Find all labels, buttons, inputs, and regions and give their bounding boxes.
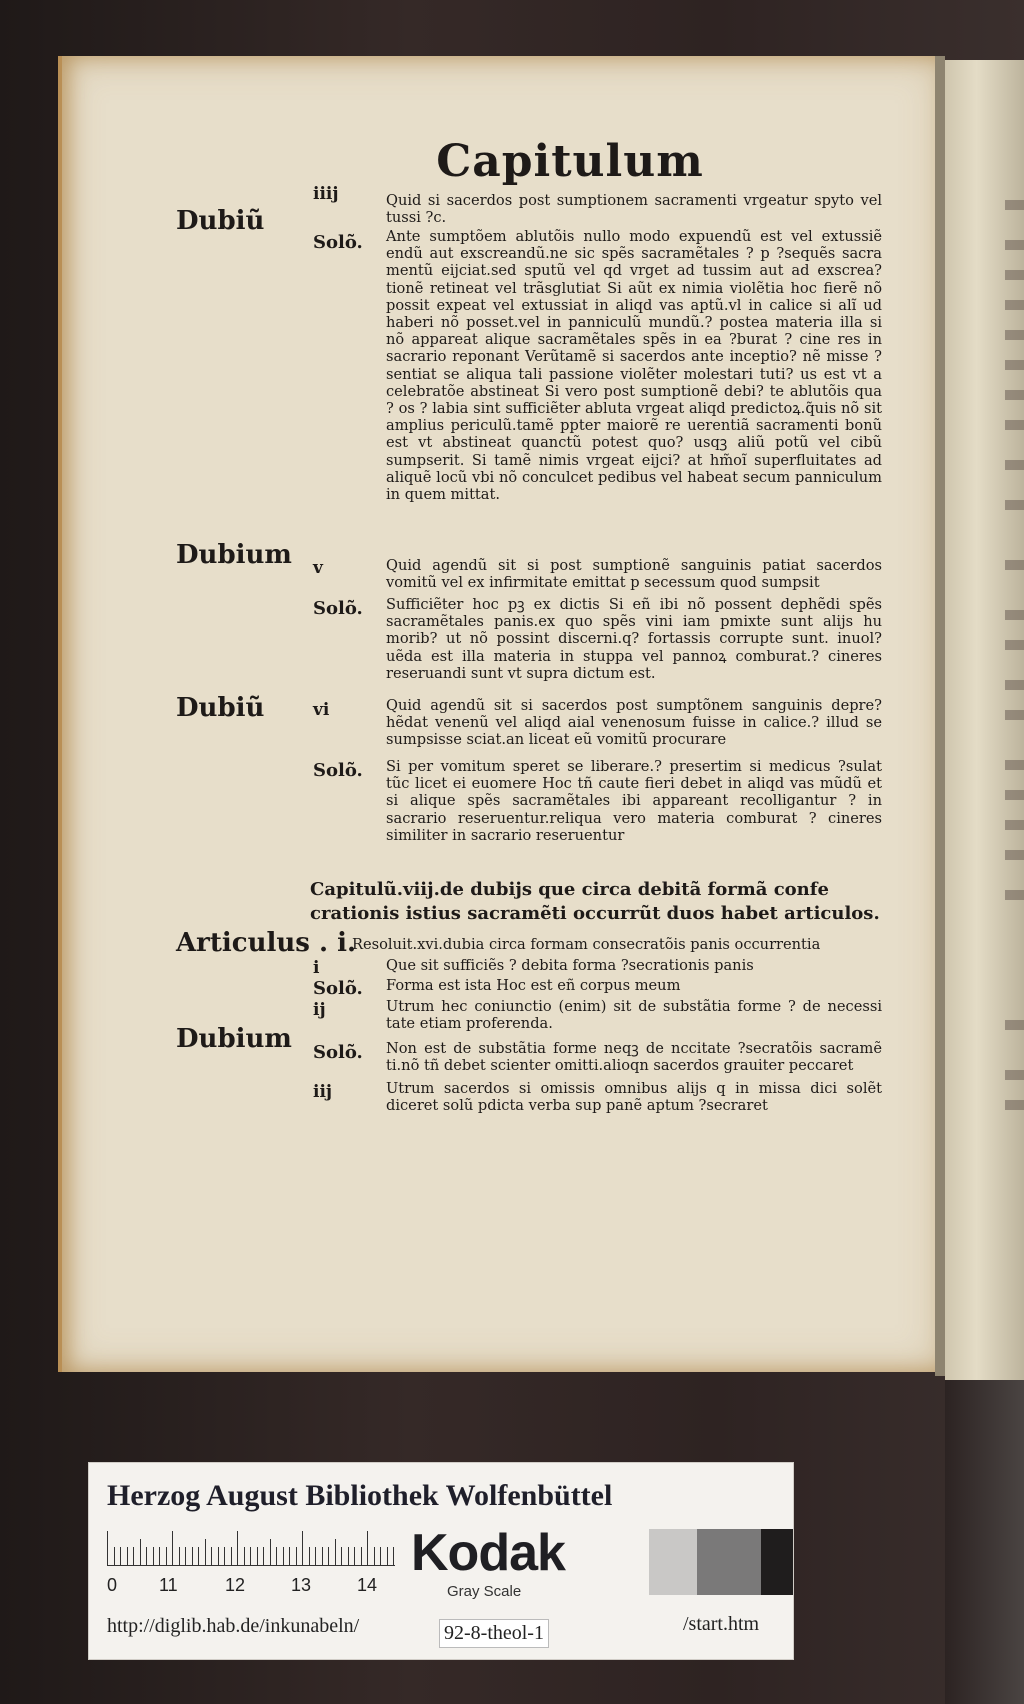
- ruler-tick: [309, 1547, 310, 1565]
- ruler-tick: [250, 1547, 251, 1565]
- ruler-tick: [127, 1547, 128, 1565]
- question-text: Utrum hec coniunctio (enim) sit de substãtia forme ? de necessi tate etiam proferenda.: [386, 998, 882, 1033]
- margin-label-dubium-3: Dubiũ: [176, 693, 265, 723]
- solution-text: Si per vomitum speret se liberare.? presertim si medicus ?sulat tũc licet ei euomere Hoc tñ caute fieri debet in aliqd vas mũdũ et si alique spẽs sacramẽtales ibi appareant recolligantur ? in sacrario reseruentur.reliqua vero materia comburat ? cineres similiter in sacrario reseruentur: [386, 758, 882, 844]
- ruler-tick: [276, 1547, 277, 1565]
- url-shelfmark: 92-8-theol-1: [439, 1619, 549, 1648]
- solutio-label: Solõ.: [313, 232, 363, 253]
- ruler-tick: [192, 1547, 193, 1565]
- ruler-number: 14: [357, 1575, 378, 1595]
- ruler-tick: [114, 1547, 115, 1565]
- ruler-tick: [387, 1547, 388, 1565]
- solution-text: Sufficiẽter hoc pꝫ ex dictis Si eñ ibi nõ possent dephẽdi spẽs sacramẽtales panis.ex quo spẽs vini iam pmixte sunt alijs hu morib? ut nõ possint discerni.q? fortassis corrupte sunt. inuol? uẽda est illa materia in stuppa vel pannoꝝ comburat.? cineres reseruandi sunt vt supra dictum est.: [386, 596, 882, 682]
- margin-label-dubium-2: Dubium: [176, 540, 292, 570]
- ruler-tick: [393, 1547, 394, 1565]
- ruler-tick: [283, 1547, 284, 1565]
- resolution-line: Resoluit.xvi.dubia circa formam consecratõis panis occurrentia: [352, 936, 821, 953]
- solutio-label: Solõ.: [313, 760, 363, 781]
- ruler-tick: [263, 1547, 264, 1565]
- question-text: Quid agendũ sit si sacerdos post sumptõnem sanguinis depre? hẽdat venenũ vel aliqd aial venenosum fuisse in calice.? illud se sumpsisse sciat.an liceat eũ vomitũ procurare: [386, 697, 882, 749]
- section-number-iiij: iiij: [313, 184, 339, 204]
- question-text: Utrum sacerdos si omissis omnibus alijs q in missa dici solẽt diceret solũ pdicta verba sup panẽ aptum ?secraret: [386, 1080, 882, 1115]
- kodak-logo: Kodak: [411, 1524, 565, 1582]
- book-edge-lower: [945, 1380, 1024, 1704]
- library-name: Herzog August Bibliothek Wolfenbüttel: [107, 1479, 613, 1512]
- ruler-tick: [374, 1547, 375, 1565]
- ruler-number: 0: [107, 1575, 118, 1595]
- question-text: Quid si sacerdos post sumptionem sacramenti vrgeatur spyto vel tussi ?c.: [386, 192, 882, 227]
- ruler-tick: [270, 1539, 271, 1565]
- section-number-v: v: [313, 558, 323, 578]
- gray-scale-label: Gray Scale: [447, 1583, 522, 1600]
- section-number-iij: iij: [313, 1082, 333, 1102]
- ruler-tick: [341, 1547, 342, 1565]
- ruler-tick: [166, 1547, 167, 1565]
- ruler-tick: [211, 1547, 212, 1565]
- solution-text: Forma est ista Hoc est eñ corpus meum: [386, 977, 681, 994]
- ruler-tick: [315, 1547, 316, 1565]
- solutio-label: Solõ.: [313, 978, 363, 999]
- ruler-tick: [348, 1547, 349, 1565]
- color-target-card: [88, 1462, 794, 1660]
- ruler-tick: [328, 1547, 329, 1565]
- ruler-tick: [296, 1547, 297, 1565]
- ruler-tick: [380, 1547, 381, 1565]
- gray-swatch-light: [649, 1529, 697, 1595]
- question-text: Quid agendũ sit si post sumptionẽ sanguinis patiat sacerdos vomitũ vel ex infirmitate emittat p secessum quod sumpsit: [386, 557, 882, 592]
- scale-ruler: [107, 1531, 395, 1595]
- ruler-number: 12: [225, 1575, 246, 1595]
- ruler-tick: [244, 1547, 245, 1565]
- ruler-tick: [179, 1547, 180, 1565]
- ruler-tick: [289, 1547, 290, 1565]
- margin-label-dubium-1: Dubiũ: [176, 206, 265, 236]
- section-number-ij: ij: [313, 1000, 326, 1020]
- url-right: /start.htm: [683, 1613, 760, 1635]
- section-number-vi: vi: [313, 700, 330, 720]
- solution-text: Non est de substãtia forme neqꝫ de nccitate ?secratõis sacramẽ ti.nõ tñ debet scienter omitti.alioqn sacerdos grauiter peccaret: [386, 1040, 882, 1075]
- ruler-tick: [133, 1547, 134, 1565]
- ruler-tick: [205, 1539, 206, 1565]
- ruler-tick: [185, 1547, 186, 1565]
- ruler-tick: [322, 1547, 323, 1565]
- question-text: Que sit sufficiẽs ? debita forma ?secrationis panis: [386, 957, 754, 974]
- ruler-tick: [120, 1547, 121, 1565]
- ruler-tick: [231, 1547, 232, 1565]
- ruler-number: 11: [159, 1575, 178, 1595]
- ruler-tick: [140, 1539, 141, 1565]
- page-heading: Capitulum: [436, 136, 704, 187]
- page-gutter: [935, 56, 945, 1376]
- ruler-tick: [354, 1547, 355, 1565]
- ruler-tick: [146, 1547, 147, 1565]
- margin-label-articulus: Articulus . i.: [176, 928, 356, 958]
- facing-page-edge: [945, 60, 1024, 1380]
- ruler-tick: [237, 1531, 238, 1565]
- ruler-tick: [367, 1531, 368, 1565]
- solutio-label: Solõ.: [313, 1042, 363, 1063]
- url-left: http://diglib.hab.de/inkunabeln/: [107, 1615, 360, 1637]
- gray-swatch-mid: [697, 1529, 761, 1595]
- section-number-i: i: [313, 958, 320, 978]
- ruler-tick: [302, 1531, 303, 1565]
- ruler-tick: [153, 1547, 154, 1565]
- solution-text: Ante sumptõem ablutõis nullo modo expuendũ est vel extussiẽ endũ aut exscreandũ.ne sic spẽs sacramẽtales ? p ?sequẽs sacra mentũ eijciat.sed sputũ vel qd vrget ad tussim aut ad exscrea? tionẽ retineat vel trãsglutiat Si aũt ex nimia violẽtia hoc fierẽ nõ possit expeat vel extussiat in aliqd vas aptũ.vl in calice si alĩ ud haberi nõ posset.vel in panniculũ mundũ.? postea materia illa si nõ appareat alique sacramẽtales spẽs in ea ?burat ? cine res in sacrario reponant Verũtamẽ si sacerdos ante inceptio? nẽ misse ?sentiat se aliqua tali passione violẽter molestari tuti? us est vt a celebratõe abstineat Si vero post sumptionẽ debi? te ablutõis qua ? os ? labia sint sufficiẽter abluta vrgeat aliqd predictoꝝ.q̃uis nõ sit amplius periculũ.tamẽ ppter maiorẽ re uerentiã sacramenti bonũ est vt abstineat quanctũ potest quo? usqꝫ aliũ potũ vel cibũ sumpserit. Si tamẽ nimis vrgeat eijci? at hm̃oĩ superfluitates ad aliquẽ locũ vbi nõ conculcet pedibus vel habeat secum panniculum in quem mittat.: [386, 228, 882, 504]
- ruler-tick: [335, 1539, 336, 1565]
- gray-swatch-dark: [761, 1529, 793, 1595]
- ruler-tick: [361, 1547, 362, 1565]
- ruler-tick: [159, 1547, 160, 1565]
- ruler-tick: [218, 1547, 219, 1565]
- ruler-tick: [107, 1531, 108, 1565]
- margin-label-dubium-4: Dubium: [176, 1024, 292, 1054]
- ruler-tick: [198, 1547, 199, 1565]
- ruler-tick: [257, 1547, 258, 1565]
- solutio-label: Solõ.: [313, 598, 363, 619]
- ruler-tick: [172, 1531, 173, 1565]
- ruler-number: 13: [291, 1575, 312, 1595]
- chapter-heading: Capitulũ.viij.de dubijs que circa debitã formã confe crationis istius sacramẽti occurrũt duos habet articulos.: [310, 879, 880, 924]
- ruler-tick: [224, 1547, 225, 1565]
